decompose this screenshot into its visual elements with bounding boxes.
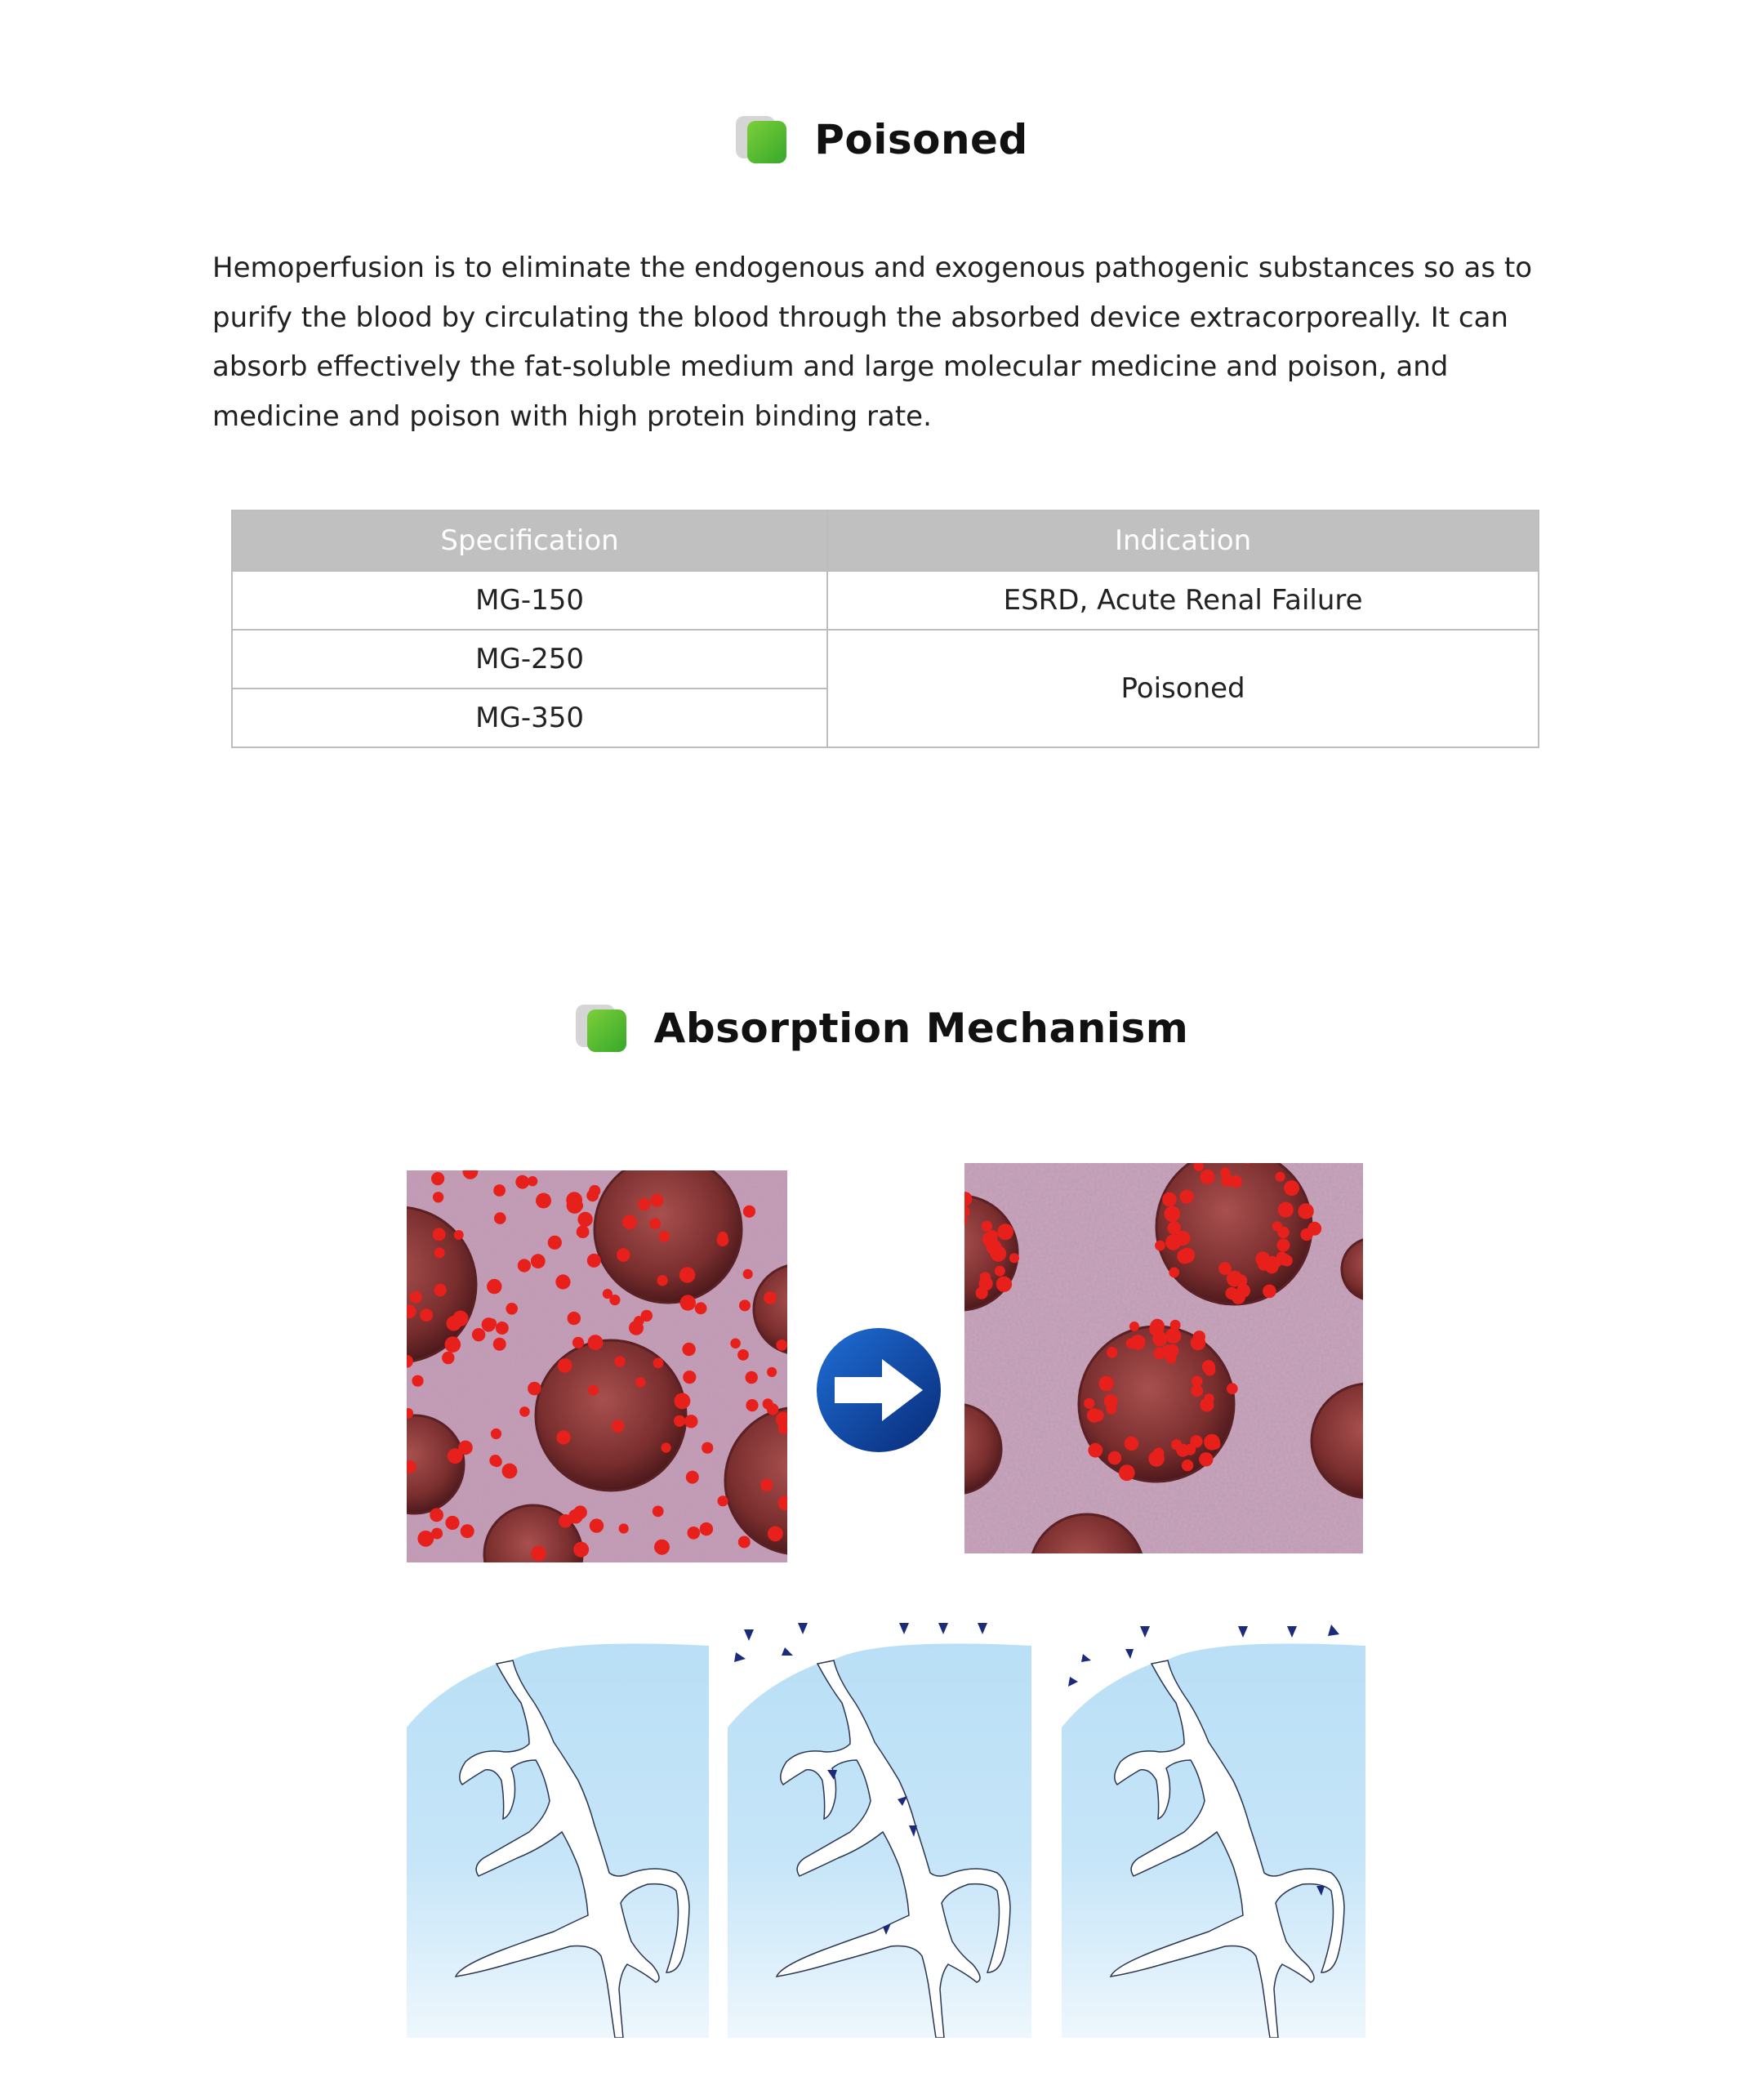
toxin-particle — [1168, 1221, 1181, 1234]
table-row — [232, 630, 1539, 689]
toxin-particle — [659, 1231, 670, 1242]
arrow-right-icon — [815, 1326, 942, 1454]
table-row — [232, 571, 1539, 630]
intro-paragraph: Hemoperfusion is to eliminate the endogenous and exogenous pathogenic substances so as to purify the blood by circulating the blood through the absorbed device extracorporeally. It can absorb effectively the fat-soluble medium and large molecular medicine and poison, and medicine and poison with high protein binding rate. — [212, 252, 1533, 433]
toxin-particle — [739, 1299, 751, 1311]
toxin-particle — [674, 1415, 685, 1427]
toxin-particle — [528, 1176, 537, 1186]
toxin-particle — [412, 1375, 423, 1387]
toxin-particle — [587, 1254, 601, 1268]
toxin-particle — [1106, 1403, 1116, 1414]
section-title: Poisoned — [814, 116, 1028, 163]
toxin-particle — [445, 1336, 461, 1353]
toxin-particle — [1265, 1260, 1278, 1273]
toxin-particle — [675, 1393, 691, 1410]
toxin-particle — [682, 1343, 695, 1356]
toxin-particle — [1084, 1398, 1094, 1409]
toxin-particle — [1162, 1192, 1177, 1207]
header-specification: Specification — [232, 510, 827, 571]
toxin-particle — [700, 1522, 713, 1535]
toxin-particle — [1281, 1256, 1290, 1266]
toxin-particle — [555, 1274, 570, 1289]
toxin-particle — [653, 1357, 664, 1368]
toxin-particle — [472, 1328, 485, 1341]
toxin-particle — [1199, 1452, 1213, 1466]
toxin-particle — [1200, 1398, 1214, 1412]
toxin-particle — [717, 1234, 729, 1246]
toxin-particle — [764, 1291, 777, 1304]
toxin-particle — [1191, 1335, 1205, 1350]
spec-cell: MG-150 — [232, 571, 827, 630]
toxin-particle — [558, 1358, 572, 1373]
toxin-particle — [746, 1399, 758, 1411]
toxin-particle — [718, 1495, 728, 1506]
green-square-icon — [576, 1005, 626, 1052]
toxin-particle — [743, 1206, 755, 1218]
toxin-particle — [448, 1448, 463, 1464]
toxin-particle — [679, 1267, 696, 1283]
toxin-particle — [1180, 1190, 1194, 1204]
toxin-particle — [1284, 1180, 1299, 1196]
toxin-particle — [1276, 1172, 1285, 1182]
toxin-particle — [695, 1302, 707, 1314]
micrograph-after-absorption — [964, 1163, 1363, 1553]
toxin-particle — [776, 1339, 787, 1351]
toxin-particle — [1126, 1339, 1136, 1348]
toxin-particle — [649, 1218, 661, 1229]
toxin-particle — [489, 1455, 501, 1466]
toxin-particle — [1220, 1167, 1230, 1177]
toxin-particle — [1153, 1448, 1164, 1459]
toxin-particle — [536, 1193, 551, 1209]
toxin-particle — [622, 1215, 637, 1230]
toxin-particle — [684, 1415, 697, 1428]
toxin-particle — [603, 1289, 612, 1299]
toxin-particle — [577, 1225, 590, 1238]
toxin-particle — [519, 1406, 530, 1417]
toxin-particle — [1087, 1408, 1101, 1422]
toxin-particle — [638, 1198, 650, 1210]
toxin-particle — [662, 1442, 671, 1452]
toxin-particle — [568, 1312, 581, 1325]
toxin-particle — [1272, 1221, 1282, 1231]
toxin-particle — [1165, 1328, 1181, 1344]
toxin-particle — [1165, 1206, 1181, 1223]
toxin-particle — [518, 1259, 531, 1272]
toxin-particle — [1155, 1241, 1165, 1251]
toxin-particle — [590, 1518, 604, 1532]
toxin-particle — [493, 1184, 506, 1197]
toxin-particle — [531, 1254, 546, 1268]
toxin-particle — [1263, 1285, 1276, 1299]
pore-diagram-absorbing — [728, 1613, 1031, 2038]
toxin-particle — [991, 1241, 1002, 1252]
micrograph-before-absorption — [407, 1170, 787, 1562]
toxin-particle — [635, 1377, 645, 1387]
toxin-particle — [410, 1291, 422, 1304]
toxin-particle — [746, 1371, 758, 1384]
toxin-particle — [702, 1442, 713, 1454]
toxin-particle — [650, 1194, 663, 1207]
toxin-particle — [502, 1464, 518, 1479]
toxin-particle — [737, 1349, 749, 1361]
toxin-particle — [559, 1514, 572, 1528]
toxin-particle — [586, 1189, 599, 1201]
toxin-particle — [461, 1524, 474, 1538]
toxin-particle — [557, 1430, 571, 1444]
toxin-particle — [1150, 1319, 1165, 1334]
toxin-particle — [573, 1542, 589, 1558]
toxin-particle — [653, 1506, 664, 1518]
toxin-particle — [1227, 1383, 1238, 1394]
toxin-particle — [1129, 1322, 1139, 1331]
toxin-particle — [1182, 1460, 1193, 1471]
toxin-particle — [767, 1367, 777, 1377]
toxin-particle — [433, 1228, 446, 1241]
specification-table — [231, 510, 1539, 748]
toxin-particle — [434, 1248, 445, 1259]
toxin-particle — [566, 1192, 582, 1208]
toxin-particle — [1169, 1268, 1179, 1278]
toxin-particle — [1209, 1439, 1220, 1450]
toxin-particle — [1276, 1239, 1290, 1252]
indication-cell: ESRD, Acute Renal Failure — [827, 571, 1539, 630]
toxin-particle — [430, 1509, 443, 1522]
toxin-particle — [588, 1385, 599, 1396]
toxin-particle — [1119, 1464, 1135, 1481]
toxin-particle — [1166, 1353, 1177, 1364]
green-square-icon — [736, 116, 786, 163]
toxin-particle — [1098, 1376, 1113, 1391]
toxin-particle — [995, 1266, 1005, 1277]
toxin-particle — [1107, 1347, 1118, 1358]
pore-diagram-empty — [407, 1613, 709, 2038]
toxin-particle — [738, 1536, 751, 1549]
toxin-particle — [454, 1230, 464, 1240]
toxin-particle — [487, 1318, 497, 1328]
toxin-particle — [614, 1356, 625, 1366]
toxin-particle — [619, 1523, 629, 1533]
toxin-particle — [496, 1322, 509, 1335]
section-heading-poisoned — [0, 116, 1764, 163]
toxin-particle — [617, 1248, 630, 1262]
toxin-particle — [506, 1303, 518, 1315]
toxin-particle — [1171, 1439, 1182, 1450]
toxin-particle — [442, 1352, 454, 1364]
toxin-particle — [577, 1212, 592, 1227]
toxin-particle — [683, 1371, 696, 1384]
toxin-particle — [1298, 1203, 1313, 1219]
toxin-particle — [1227, 1271, 1243, 1287]
pore-diagram-absorbed — [1062, 1613, 1365, 2038]
spec-cell: MG-350 — [232, 689, 827, 747]
toxin-particle — [515, 1175, 529, 1189]
toxin-particle — [654, 1540, 670, 1555]
toxin-particle — [528, 1382, 541, 1396]
toxin-particle — [1125, 1437, 1138, 1451]
toxin-particle — [434, 1284, 446, 1296]
toxin-particle — [686, 1471, 699, 1484]
toxin-particle — [743, 1269, 753, 1279]
toxin-particle — [1108, 1451, 1122, 1465]
toxin-particle — [452, 1311, 468, 1326]
toxin-particle — [976, 1287, 988, 1299]
toxin-particle — [997, 1223, 1013, 1240]
toxin-particle — [531, 1546, 546, 1562]
toxin-particle — [612, 1420, 624, 1433]
toxin-particle — [1230, 1175, 1242, 1188]
toxin-particle — [763, 1398, 773, 1409]
toxin-particle — [730, 1339, 741, 1349]
toxin-particle — [493, 1338, 506, 1351]
toxin-particle — [996, 1277, 1012, 1292]
toxin-particle — [572, 1337, 584, 1348]
toxin-particle — [680, 1295, 696, 1310]
toxin-particle — [445, 1516, 459, 1530]
header-indication: Indication — [827, 510, 1539, 571]
toxin-particle — [433, 1192, 443, 1202]
toxin-particle — [657, 1275, 667, 1286]
toxin-particle — [1200, 1170, 1214, 1184]
toxin-particle — [982, 1221, 992, 1232]
toxin-particle — [688, 1527, 701, 1540]
toxin-particle — [1177, 1249, 1192, 1264]
toxin-particle — [1278, 1202, 1294, 1218]
toxin-particle — [548, 1236, 562, 1250]
toxin-particle — [487, 1279, 501, 1294]
toxin-particle — [641, 1310, 653, 1322]
toxin-particle — [431, 1172, 444, 1185]
toxin-particle — [1236, 1284, 1250, 1298]
toxin-particle — [491, 1428, 501, 1439]
section-title: Absorption Mechanism — [653, 1005, 1189, 1052]
toxin-particle — [1088, 1443, 1102, 1458]
toxin-particle — [420, 1308, 433, 1322]
toxin-particle — [1307, 1222, 1321, 1236]
toxin-particle — [1190, 1435, 1202, 1447]
toxin-particle — [1192, 1376, 1203, 1388]
toxin-particle — [588, 1335, 604, 1350]
toxin-particle — [1009, 1253, 1019, 1263]
section-heading-absorption — [0, 1005, 1764, 1052]
toxin-particle — [494, 1212, 506, 1224]
toxin-particle — [1202, 1360, 1215, 1373]
spec-cell: MG-250 — [232, 630, 827, 689]
indication-cell: Poisoned — [827, 630, 1539, 747]
toxin-particle — [768, 1527, 783, 1542]
toxin-particle — [431, 1528, 443, 1540]
toxin-particle — [760, 1479, 773, 1491]
table-header-row — [232, 510, 1539, 571]
